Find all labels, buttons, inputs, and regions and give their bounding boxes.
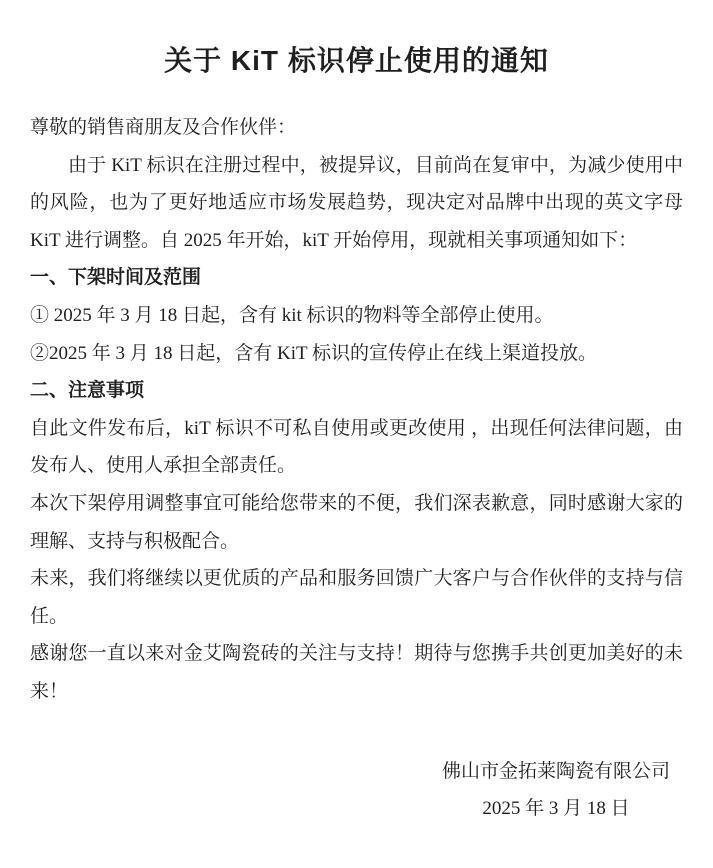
document-page-background	[0, 40, 713, 868]
section2-paragraph-2: 本次下架停用调整事宜可能给您带来的不便，我们深表歉意，同时感谢大家的理解、支持与积极配合。	[30, 492, 683, 552]
intro-paragraph: 由于 KiT 标识在注册过程中，被提异议，目前尚在复审中，为减少使用中的风险，也为了更好地适应市场发展趋势，现决定对品牌中出现的英文字母 KiT 进行调整。自 2025 年开始，kiT 开始停用，现就相关事项通知如下：	[30, 154, 683, 251]
section2-heading: 二、注意事项	[30, 380, 145, 402]
section2-paragraph-4: 感谢您一直以来对金艾陶瓷砖的关注与支持！期待与您携手共创更加美好的未来！	[30, 643, 683, 702]
signature-block	[399, 753, 713, 828]
document-title: 关于 KiT 标识停止使用的通知	[164, 45, 549, 76]
section2-paragraph-3: 未来，我们将继续以更优质的产品和服务回馈广大客户与合作伙伴的支持与信任。	[30, 568, 683, 627]
notice-document	[0, 40, 713, 828]
section2-paragraph-1: 自此文件发布后，kiT 标识不可私自使用或更改使用 ，出现任何法律问题，由发布人、使用人承担全部责任。	[30, 417, 683, 477]
company-name: 佛山市金拓莱陶瓷有限公司	[441, 760, 670, 782]
section1-item-2: ②2025 年 3 月 18 日起，含有 KiT 标识的宣传停止在线上渠道投放。	[30, 342, 598, 364]
signature-date: 2025 年 3 月 18 日	[482, 798, 630, 820]
section1-heading: 一、下架时间及范围	[30, 267, 202, 289]
section1-item-1: ① 2025 年 3 月 18 日起，含有 kit 标识的物料等全部停止使用。	[30, 304, 554, 326]
salutation: 尊敬的销售商朋友及合作伙伴：	[30, 117, 297, 138]
